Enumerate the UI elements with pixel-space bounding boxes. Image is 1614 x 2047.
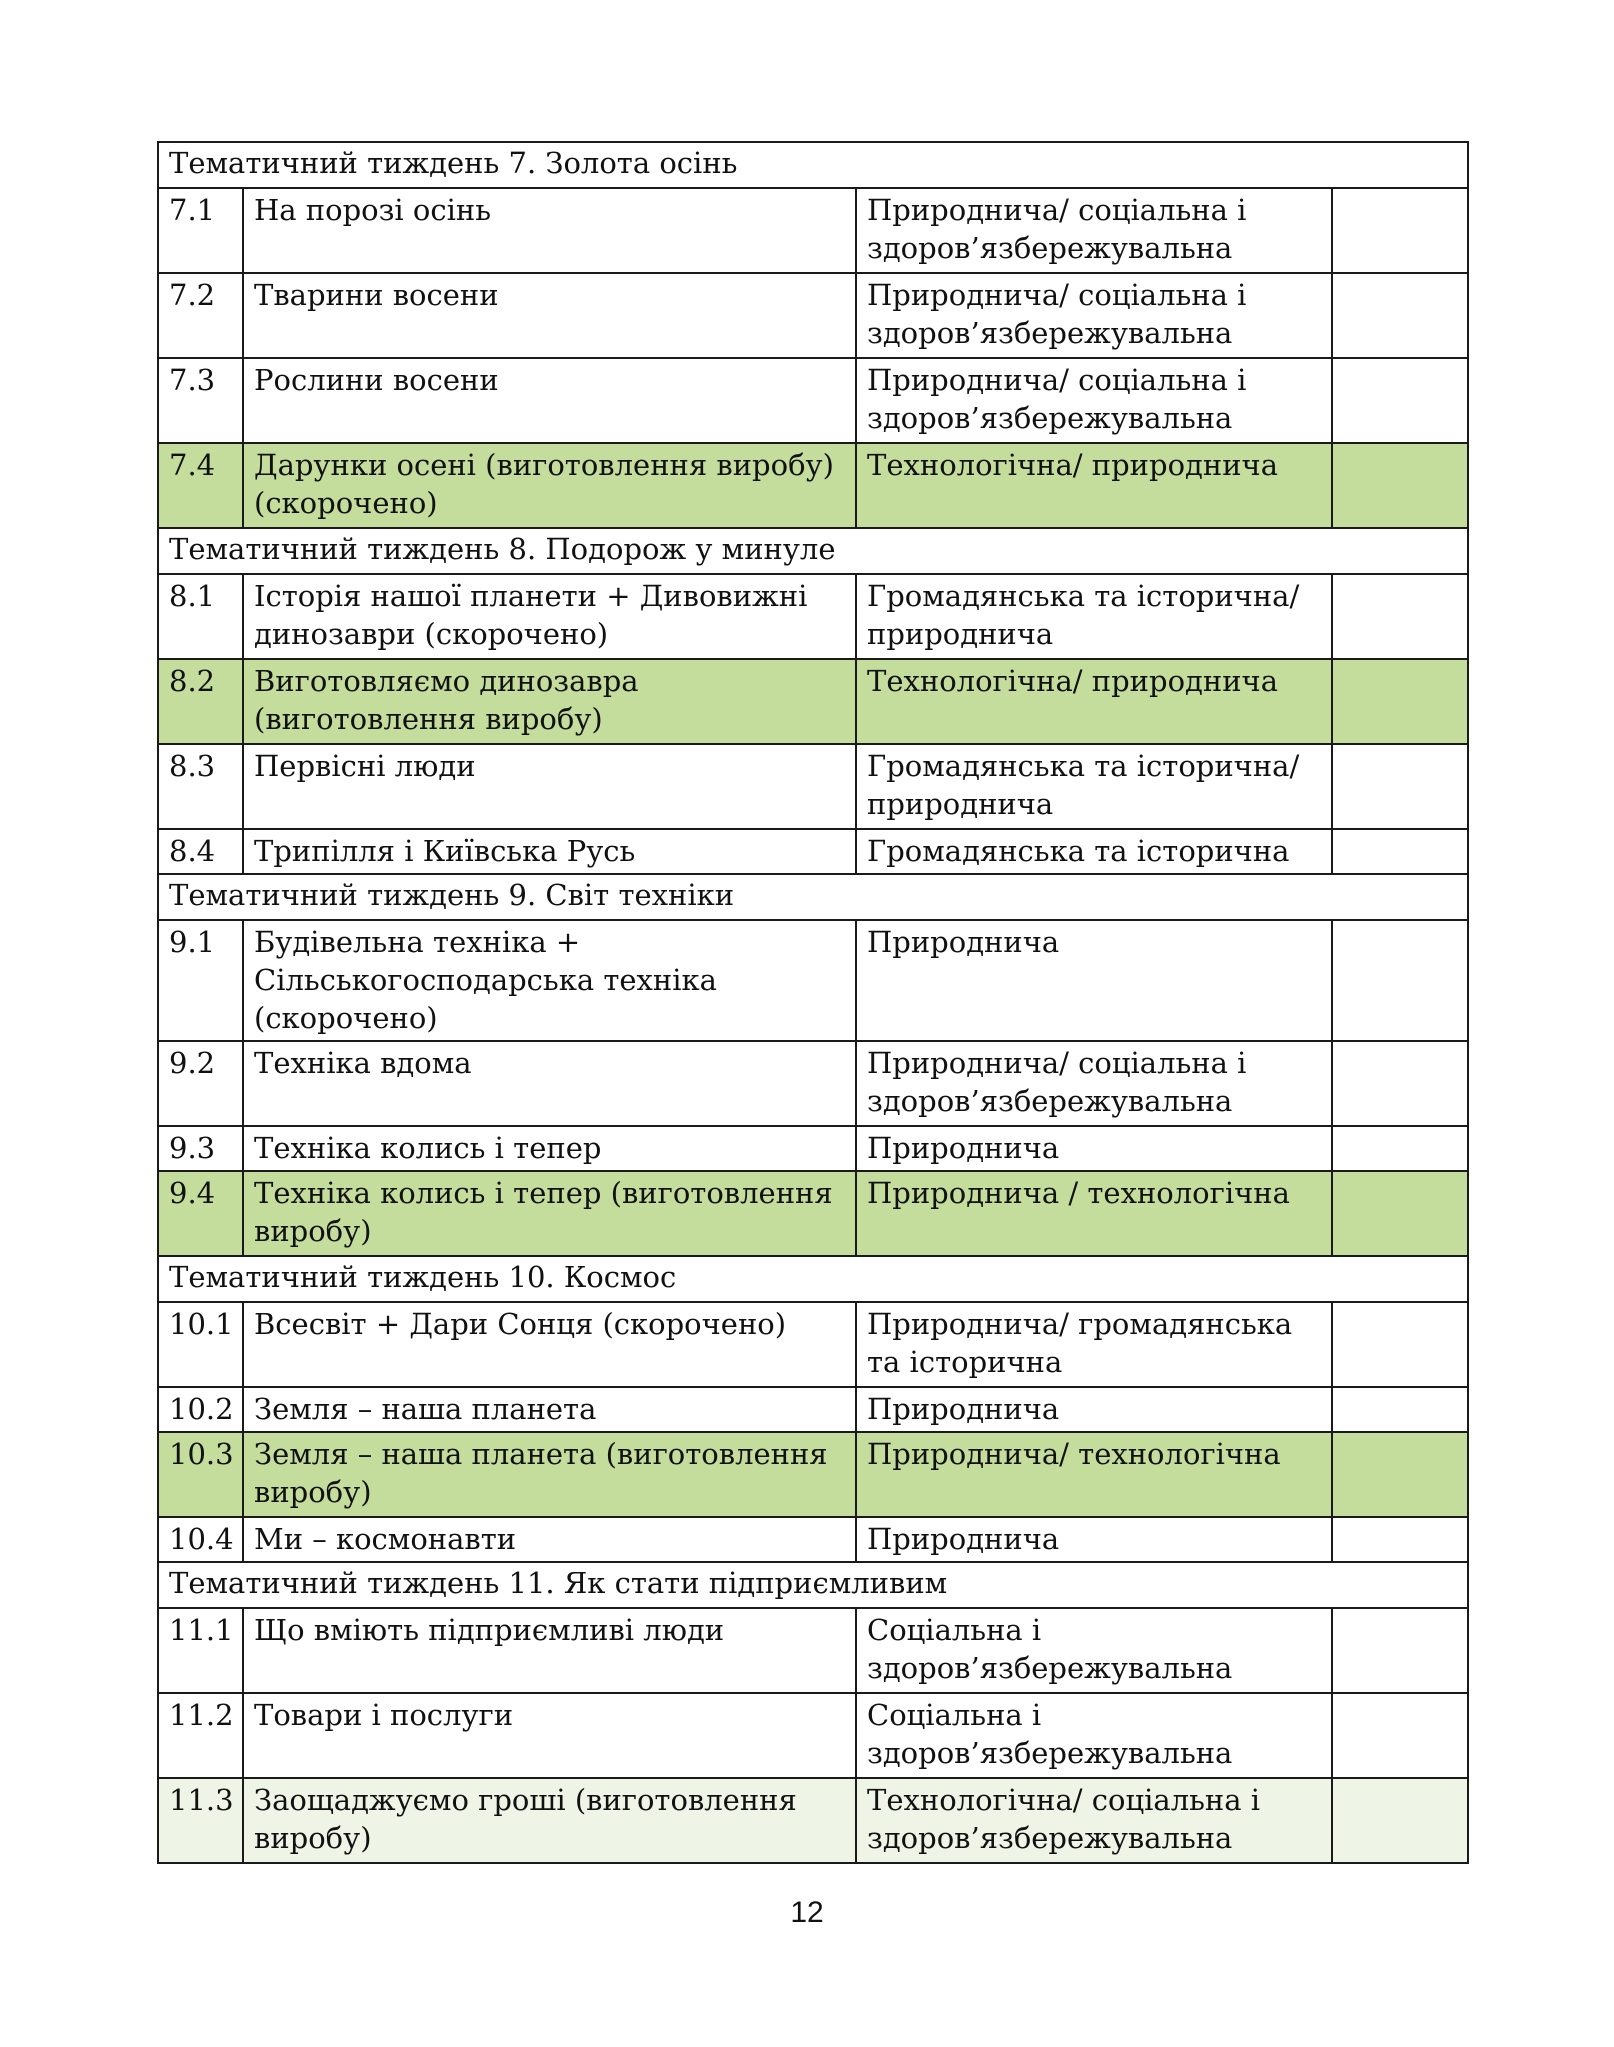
lesson-topic: Всесвіт + Дари Сонця (скорочено) bbox=[243, 1302, 856, 1387]
lesson-area: Громадянська та історична/ природнича bbox=[856, 744, 1332, 829]
lesson-row bbox=[158, 1778, 1468, 1863]
lesson-area: Природнича/ технологічна bbox=[856, 1432, 1332, 1517]
lesson-area: Природнича/ соціальна і здоров’язбережувальна bbox=[856, 188, 1332, 273]
lesson-number: 10.1 bbox=[158, 1302, 243, 1387]
lesson-topic: Дарунки осені (виготовлення виробу) (скорочено) bbox=[243, 443, 856, 528]
lesson-notes-cell bbox=[1332, 1126, 1468, 1171]
week-title: Тематичний тиждень 7. Золота осінь bbox=[158, 142, 1468, 188]
lesson-notes-cell bbox=[1332, 1041, 1468, 1126]
lesson-number: 7.1 bbox=[158, 188, 243, 273]
lesson-notes-cell bbox=[1332, 920, 1468, 1041]
lesson-number: 9.1 bbox=[158, 920, 243, 1041]
lesson-row bbox=[158, 1302, 1468, 1387]
lesson-area: Громадянська та історична bbox=[856, 829, 1332, 874]
lesson-number: 8.4 bbox=[158, 829, 243, 874]
lesson-number: 8.1 bbox=[158, 574, 243, 659]
week-title: Тематичний тиждень 10. Космос bbox=[158, 1256, 1468, 1302]
week-header-row bbox=[158, 874, 1468, 920]
lesson-row bbox=[158, 358, 1468, 443]
lesson-area: Соціальна і здоров’язбережувальна bbox=[856, 1693, 1332, 1778]
lesson-row bbox=[158, 1171, 1468, 1256]
lesson-topic: На порозі осінь bbox=[243, 188, 856, 273]
lesson-topic: Історія нашої планети + Дивовижні динозаври (скорочено) bbox=[243, 574, 856, 659]
lesson-notes-cell bbox=[1332, 1171, 1468, 1256]
lesson-number: 9.2 bbox=[158, 1041, 243, 1126]
lesson-row bbox=[158, 1517, 1468, 1562]
lesson-row bbox=[158, 188, 1468, 273]
lesson-number: 7.3 bbox=[158, 358, 243, 443]
lesson-notes-cell bbox=[1332, 443, 1468, 528]
lesson-row bbox=[158, 1387, 1468, 1432]
lesson-notes-cell bbox=[1332, 273, 1468, 358]
lesson-number: 10.2 bbox=[158, 1387, 243, 1432]
lesson-topic: Будівельна техніка + Сільськогосподарська техніка (скорочено) bbox=[243, 920, 856, 1041]
lesson-row bbox=[158, 829, 1468, 874]
lesson-notes-cell bbox=[1332, 1778, 1468, 1863]
lesson-row bbox=[158, 920, 1468, 1041]
lesson-number: 10.4 bbox=[158, 1517, 243, 1562]
lesson-notes-cell bbox=[1332, 659, 1468, 744]
lesson-notes-cell bbox=[1332, 358, 1468, 443]
lesson-row bbox=[158, 1432, 1468, 1517]
lesson-area: Природнича bbox=[856, 1126, 1332, 1171]
lesson-row bbox=[158, 1608, 1468, 1693]
lesson-area: Громадянська та історична/ природнича bbox=[856, 574, 1332, 659]
lesson-notes-cell bbox=[1332, 1302, 1468, 1387]
week-header-row bbox=[158, 142, 1468, 188]
lesson-row bbox=[158, 659, 1468, 744]
lesson-area: Технологічна/ природнича bbox=[856, 443, 1332, 528]
lesson-area: Природнича bbox=[856, 920, 1332, 1041]
week-title: Тематичний тиждень 11. Як стати підприємливим bbox=[158, 1562, 1468, 1608]
lesson-row bbox=[158, 1693, 1468, 1778]
week-header-row bbox=[158, 528, 1468, 574]
lesson-topic: Техніка колись і тепер bbox=[243, 1126, 856, 1171]
lesson-number: 8.3 bbox=[158, 744, 243, 829]
lesson-notes-cell bbox=[1332, 188, 1468, 273]
lesson-area: Природнича/ соціальна і здоров’язбережувальна bbox=[856, 273, 1332, 358]
week-title: Тематичний тиждень 9. Світ техніки bbox=[158, 874, 1468, 920]
lesson-topic: Трипілля і Київська Русь bbox=[243, 829, 856, 874]
lesson-notes-cell bbox=[1332, 574, 1468, 659]
lesson-area: Природнича bbox=[856, 1387, 1332, 1432]
lesson-notes-cell bbox=[1332, 1387, 1468, 1432]
lesson-topic: Тварини восени bbox=[243, 273, 856, 358]
lesson-number: 7.4 bbox=[158, 443, 243, 528]
lesson-area: Природнича/ соціальна і здоров’язбережувальна bbox=[856, 1041, 1332, 1126]
lesson-topic: Виготовляємо динозавра (виготовлення виробу) bbox=[243, 659, 856, 744]
lesson-notes-cell bbox=[1332, 1693, 1468, 1778]
lesson-number: 11.3 bbox=[158, 1778, 243, 1863]
lesson-area: Природнича / технологічна bbox=[856, 1171, 1332, 1256]
week-title: Тематичний тиждень 8. Подорож у минуле bbox=[158, 528, 1468, 574]
lesson-topic: Первісні люди bbox=[243, 744, 856, 829]
week-header-row bbox=[158, 1256, 1468, 1302]
lesson-plan-body bbox=[158, 142, 1468, 1863]
lesson-row bbox=[158, 1041, 1468, 1126]
lesson-area: Природнича/ громадянська та історична bbox=[856, 1302, 1332, 1387]
lesson-topic: Техніка колись і тепер (виготовлення виробу) bbox=[243, 1171, 856, 1256]
lesson-topic: Що вміють підприємливі люди bbox=[243, 1608, 856, 1693]
lesson-notes-cell bbox=[1332, 1432, 1468, 1517]
lesson-row bbox=[158, 1126, 1468, 1171]
lesson-row bbox=[158, 273, 1468, 358]
lesson-number: 8.2 bbox=[158, 659, 243, 744]
lesson-number: 9.3 bbox=[158, 1126, 243, 1171]
lesson-notes-cell bbox=[1332, 1517, 1468, 1562]
lesson-number: 11.2 bbox=[158, 1693, 243, 1778]
lesson-row bbox=[158, 443, 1468, 528]
page-number: 12 bbox=[790, 1896, 824, 1929]
lesson-row bbox=[158, 574, 1468, 659]
lesson-area: Технологічна/ соціальна і здоров’язбережувальна bbox=[856, 1778, 1332, 1863]
lesson-number: 10.3 bbox=[158, 1432, 243, 1517]
lesson-area: Технологічна/ природнича bbox=[856, 659, 1332, 744]
lesson-area: Природнича bbox=[856, 1517, 1332, 1562]
lesson-topic: Заощаджуємо гроші (виготовлення виробу) bbox=[243, 1778, 856, 1863]
lesson-topic: Земля – наша планета (виготовлення виробу) bbox=[243, 1432, 856, 1517]
lesson-number: 7.2 bbox=[158, 273, 243, 358]
lesson-row bbox=[158, 744, 1468, 829]
week-header-row bbox=[158, 1562, 1468, 1608]
lesson-topic: Рослини восени bbox=[243, 358, 856, 443]
lesson-area: Соціальна і здоров’язбережувальна bbox=[856, 1608, 1332, 1693]
lesson-topic: Техніка вдома bbox=[243, 1041, 856, 1126]
lesson-plan-table bbox=[157, 141, 1469, 1864]
lesson-area: Природнича/ соціальна і здоров’язбережувальна bbox=[856, 358, 1332, 443]
lesson-topic: Товари і послуги bbox=[243, 1693, 856, 1778]
lesson-notes-cell bbox=[1332, 1608, 1468, 1693]
lesson-number: 11.1 bbox=[158, 1608, 243, 1693]
lesson-topic: Земля – наша планета bbox=[243, 1387, 856, 1432]
lesson-number: 9.4 bbox=[158, 1171, 243, 1256]
lesson-notes-cell bbox=[1332, 744, 1468, 829]
lesson-notes-cell bbox=[1332, 829, 1468, 874]
lesson-topic: Ми – космонавти bbox=[243, 1517, 856, 1562]
